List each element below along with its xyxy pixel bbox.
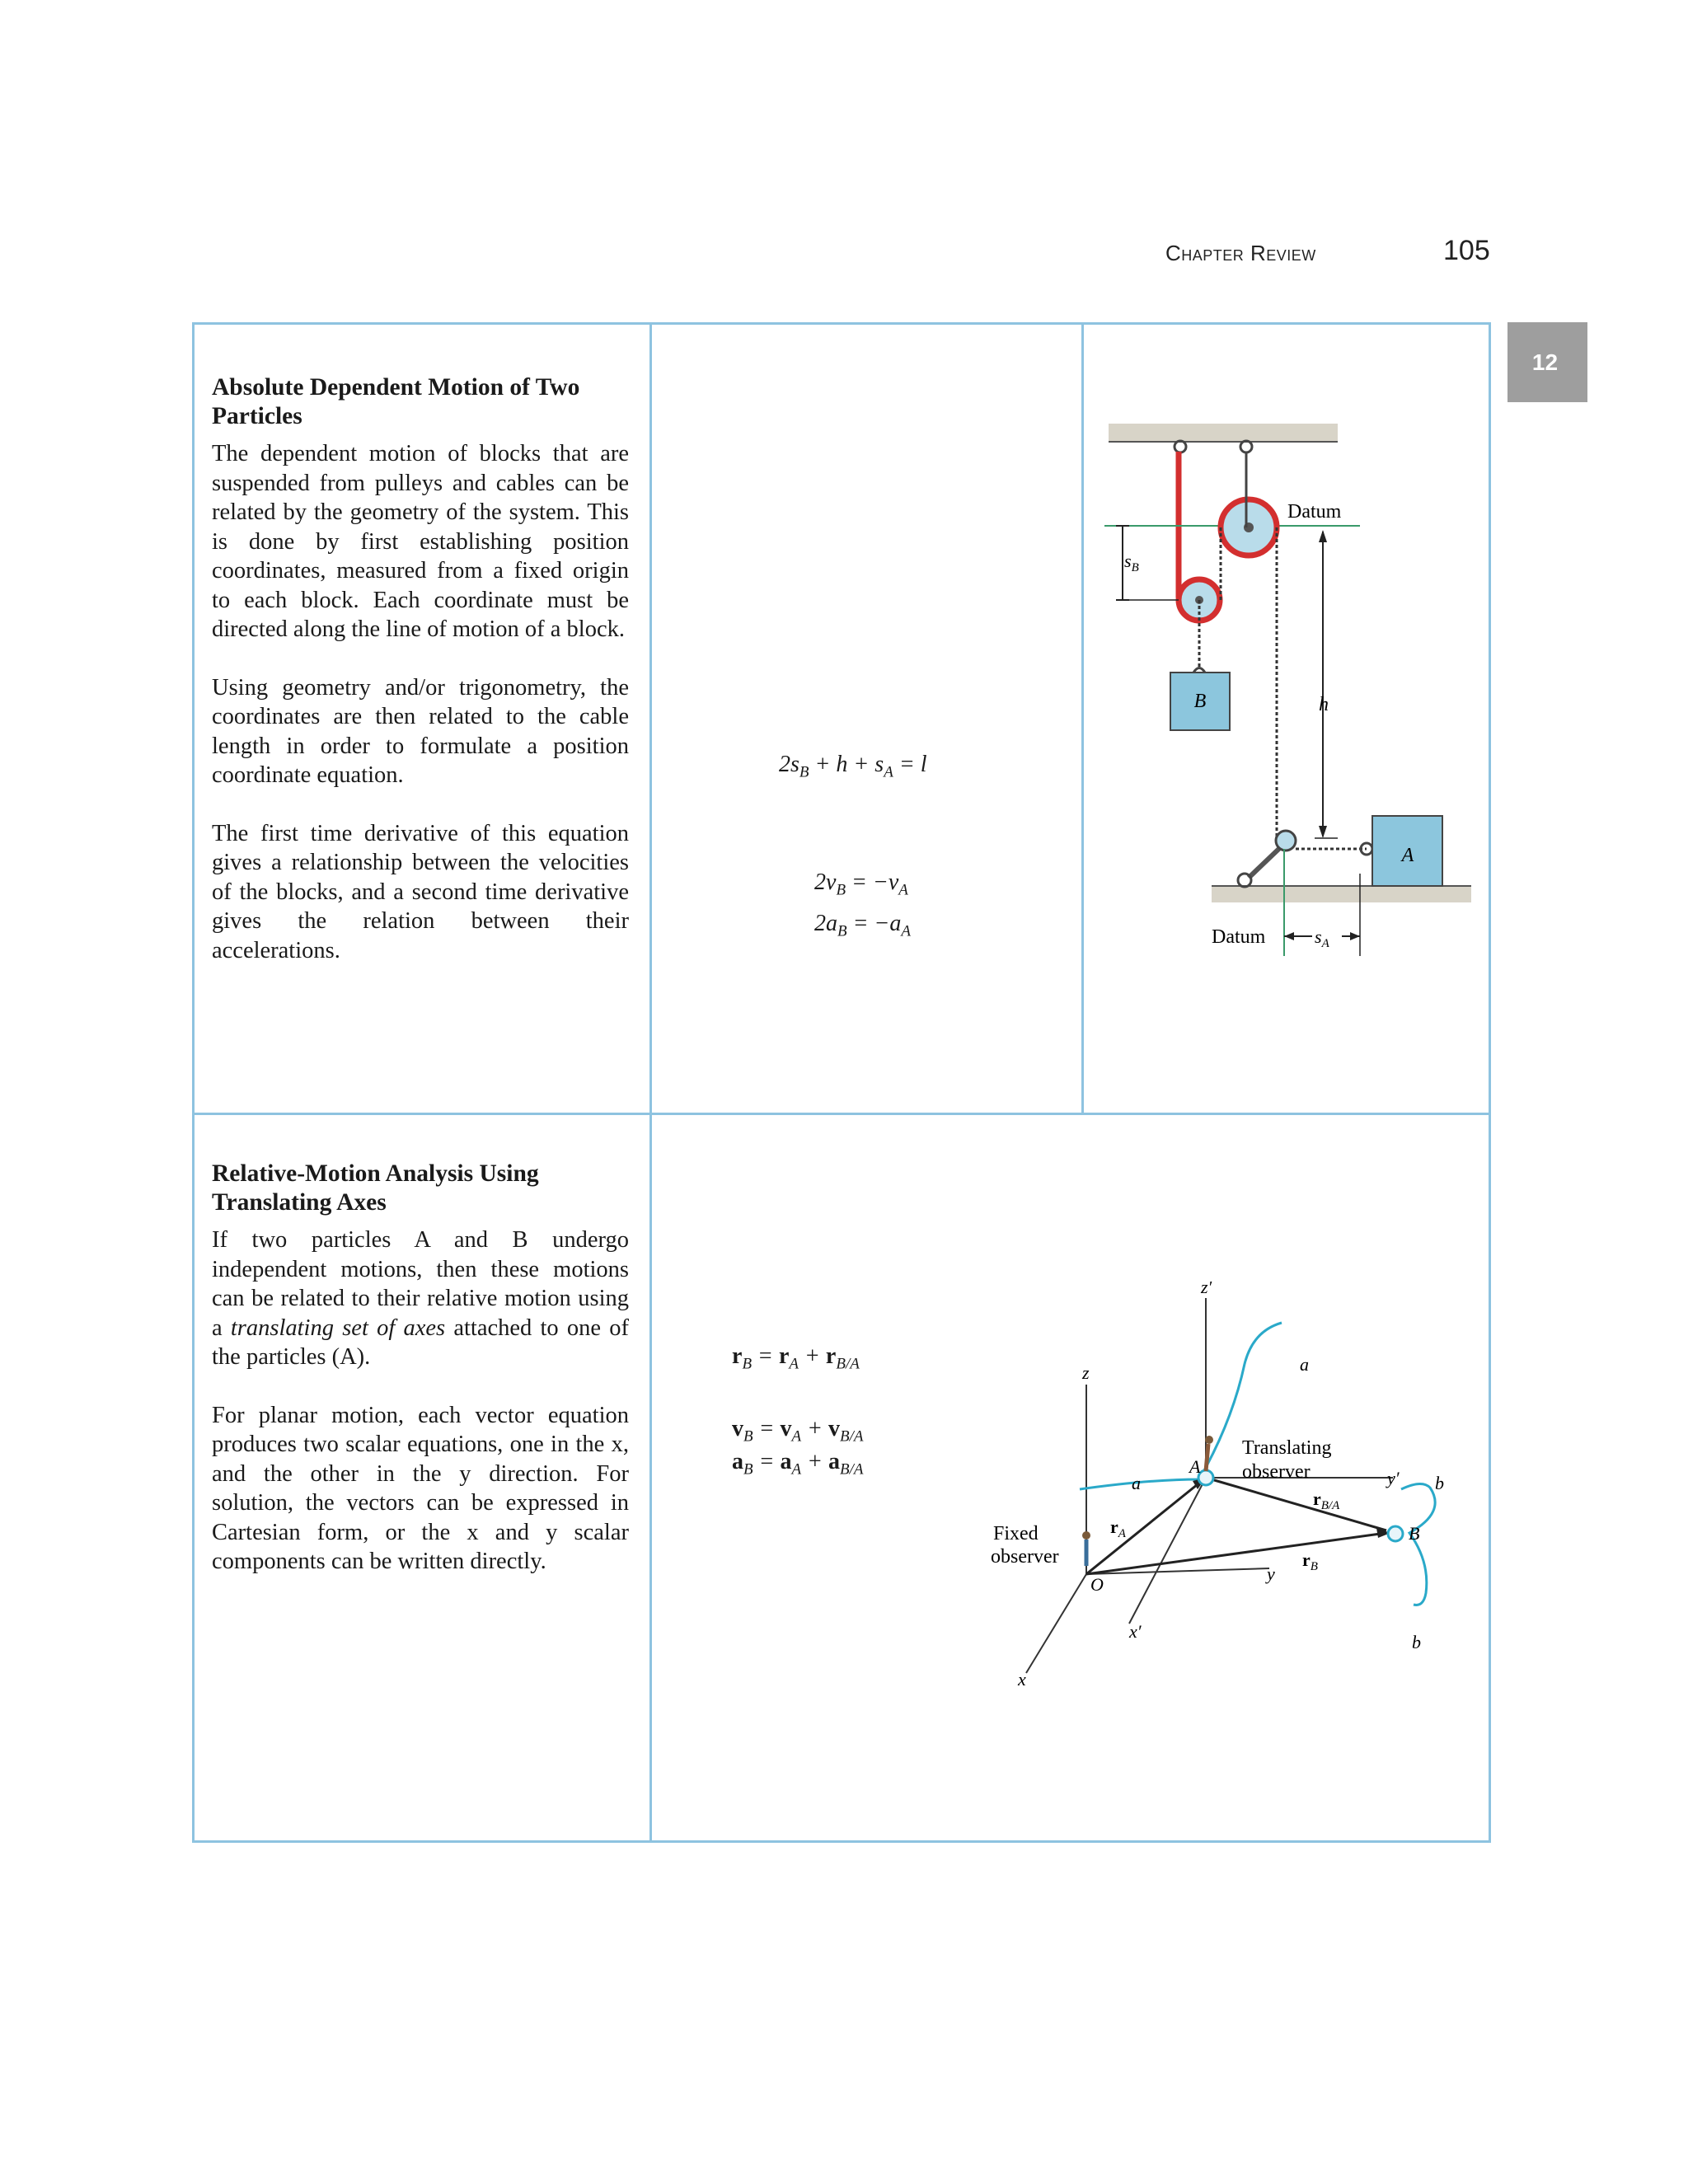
origin-label: O bbox=[1090, 1574, 1104, 1595]
path-a-label: a bbox=[1132, 1473, 1141, 1493]
page-number: 105 bbox=[1443, 235, 1490, 266]
section-dependent-motion bbox=[212, 373, 629, 965]
x-label: x bbox=[1018, 1669, 1026, 1690]
particle-B bbox=[1388, 1526, 1403, 1541]
row-divider bbox=[192, 1113, 1491, 1115]
paragraph: Using geometry and/or trigonometry, the coordinates are then related to the cable length in order to formulate a position coordinate equation. bbox=[212, 674, 629, 788]
chapter-review-label: Chapter Review bbox=[1165, 241, 1316, 265]
h-label: h bbox=[1319, 694, 1329, 715]
datum-bottom-label: Datum bbox=[1212, 926, 1266, 948]
y-label: y bbox=[1267, 1563, 1275, 1584]
pulley-system-figure bbox=[1088, 412, 1484, 972]
fixed-observer-figure bbox=[1082, 1531, 1090, 1566]
emphasis-text: translating set of axes bbox=[230, 1315, 446, 1341]
section-title: Absolute Dependent Motion of Two Particles bbox=[212, 374, 580, 429]
z-label: z bbox=[1082, 1362, 1090, 1383]
path-b-label: b bbox=[1435, 1473, 1444, 1493]
translating-observer-label: observer bbox=[1242, 1461, 1311, 1483]
translating-observer-label: Translating bbox=[1242, 1437, 1332, 1459]
chapter-tab bbox=[1507, 322, 1587, 402]
paragraph-text: If two particles A and B undergo independent motions, then these motions can be related to their relative motion using a bbox=[212, 1227, 629, 1341]
rBA-vector bbox=[1206, 1478, 1386, 1530]
paragraph bbox=[212, 1226, 629, 1372]
chapter-tab-label: 12 bbox=[1531, 349, 1559, 375]
x-prime-label: x′ bbox=[1129, 1621, 1142, 1642]
x-axis bbox=[1026, 1574, 1086, 1673]
block-B-label: B bbox=[1193, 691, 1207, 712]
paragraph-text: attached to one of the particles (A). bbox=[212, 1315, 630, 1370]
rBA-label: $r_{B/A}$ bbox=[1313, 1488, 1340, 1512]
ground bbox=[1212, 886, 1471, 902]
block-A-label: A bbox=[1401, 845, 1414, 866]
position-vector-equation: $r_B = r_A + r_{B/A}$ bbox=[732, 1343, 860, 1373]
sB-label: $s_B$ bbox=[1124, 551, 1139, 574]
paragraph: The first time derivative of this equation gives a relationship between the velocities of the blocks, and a second time derivative gives the relation between their accelerations. bbox=[212, 820, 629, 963]
position-equation: $2s_B + h + s_A = l$ bbox=[779, 752, 927, 781]
column-divider-2 bbox=[1081, 322, 1084, 1113]
sA-label: $s_A$ bbox=[1315, 926, 1329, 950]
ceiling bbox=[1109, 424, 1338, 442]
column-divider-1 bbox=[649, 322, 652, 1843]
velocity-equation: $2v_B = -v_A$ bbox=[814, 869, 908, 899]
section-relative-motion bbox=[212, 1160, 629, 1577]
paragraph: For planar motion, each vector equation produces two scalar equations, one in the x, and the other in the y direction. For solution, the vectors can be expressed in Cartesian form, or the x and y scalar components can be written directly. bbox=[212, 1402, 629, 1574]
velocity-vector-equation: $v_B = v_A + v_{B/A}$ bbox=[732, 1416, 864, 1446]
acceleration-equation: $2a_B = -a_A$ bbox=[814, 911, 912, 940]
rB-label: $r_B$ bbox=[1302, 1549, 1318, 1573]
fixed-observer-label: observer bbox=[991, 1546, 1059, 1568]
path-b-label: b bbox=[1412, 1632, 1421, 1652]
path-a-label: a bbox=[1300, 1354, 1309, 1375]
bottom-pulley bbox=[1276, 831, 1296, 851]
point-A-label: A bbox=[1189, 1456, 1201, 1477]
x-prime-axis bbox=[1129, 1478, 1206, 1624]
section-title: Relative-Motion Analysis Using Translating Axes bbox=[212, 1160, 539, 1216]
paragraph: The dependent motion of blocks that are suspended from pulleys and cables can be related by the geometry of the system. This is done by first establishing position coordinates, measured from a fixed origin to each block. Each coordinate must be directed along the line of motion of a block. bbox=[212, 441, 629, 642]
translating-axes-figure bbox=[985, 1282, 1463, 1694]
datum-top-label: Datum bbox=[1287, 501, 1342, 523]
running-header bbox=[1165, 241, 1316, 266]
path-b bbox=[1401, 1483, 1435, 1605]
acceleration-vector-equation: $a_B = a_A + a_{B/A}$ bbox=[732, 1449, 864, 1479]
point-B-label: B bbox=[1409, 1523, 1420, 1544]
y-prime-label: y′ bbox=[1387, 1468, 1400, 1488]
fixed-observer-label: Fixed bbox=[993, 1523, 1039, 1544]
rA-label: $r_A$ bbox=[1110, 1516, 1126, 1540]
particle-A bbox=[1198, 1470, 1213, 1485]
z-prime-label: z′ bbox=[1201, 1282, 1212, 1297]
